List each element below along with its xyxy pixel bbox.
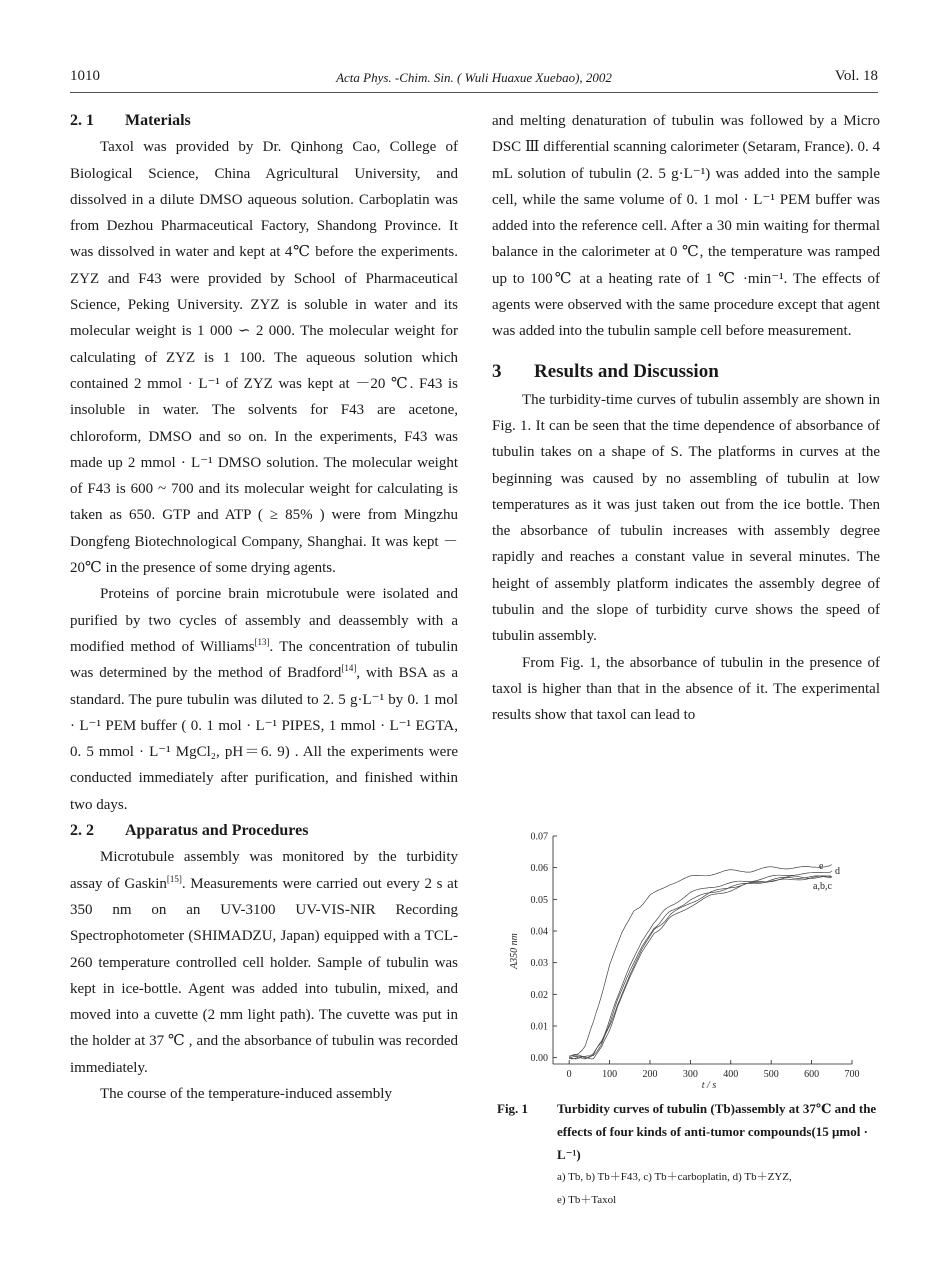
y-axis-label: A350 nm	[509, 933, 520, 969]
paragraph-dsc: and melting denaturation of tubulin was followed by a Micro DSC Ⅲ differential scanning calorimeter (Setaram, France). 0. 4 mL solution of tubulin (2. 5 g·L⁻¹) was added into the sample cell, while the same volume of 0. 1 mol · L⁻¹ PEM buffer was added into the reference cell. After a 30 min waiting for thermal balance in the calorimeter at 0 ℃, the temperature was ramped up to 100℃ at a heating rate of 1 ℃ ·min⁻¹. The effects of agents were observed with the same procedure except that agent was added into the tubulin sample cell before measurement.	[492, 113, 880, 340]
figure-caption-text: Turbidity curves of tubulin (Tb)assembly at 37℃ and the effects of four kinds of anti-tumor compounds(15 μmol · L⁻¹)	[557, 1101, 877, 1162]
paragraph-apparatus: Microtubule assembly was monitored by the turbidity assay of Gaskin[15]. Measurements were carried out every 2 s at 350 nm on an UV-3100 UV-VIS-NIR Recording Spectrophotometer (SHIMADZU, Japan) equipped with a TCL-260 temperature controlled cell holder. Sample of tubulin was kept in ice-bottle. Agent was added into tubulin, mixed, and moved into a cuvette (2 mm light path). The cuvette was put in the holder at 37 ℃ , and the absorbance of tubulin was recorded immediately.	[70, 849, 458, 1076]
y-tick-label: 0.06	[530, 863, 548, 875]
left-column	[70, 108, 458, 1107]
x-tick-label: 200	[642, 1069, 658, 1080]
series-line-c	[569, 876, 832, 1058]
figure-legend-line-2: e) Tb＋Taxol	[557, 1194, 617, 1206]
running-header	[70, 68, 878, 93]
series-line-b	[569, 876, 832, 1059]
page-number: 1010	[70, 68, 100, 84]
x-tick-label: 700	[844, 1069, 860, 1080]
citation-13: [13]	[254, 636, 270, 647]
y-tick-label: 0.03	[530, 958, 548, 970]
figure-label: Fig. 1	[497, 1101, 529, 1116]
y-tick-label: 0.07	[530, 831, 548, 843]
section-heading-2-1: 2. 1 Materials	[70, 112, 191, 129]
paragraph-turbidity: The turbidity-time curves of tubulin assembly are shown in Fig. 1. It can be seen that the time dependence of absorbance of tubulin takes on a shape of S. The platforms in curves at the beginning was caused by no assembling of tubulin at low temperatures as it was just taken out from the ice bottle. Then the absorbance of tubulin increases with assembly degree rapidly and reaches a constant value in several minutes. The height of assembly platform indicates the assembly degree of tubulin and the slope of turbidity curve shows the speed of tubulin assembly.	[492, 391, 880, 645]
series-line-a	[569, 876, 832, 1059]
x-tick-label: 0	[566, 1069, 572, 1080]
y-tick-label: 0.00	[530, 1053, 548, 1065]
y-tick-label: 0.04	[530, 926, 548, 938]
plot-frame	[549, 838, 849, 1064]
annotation-d: d	[835, 866, 840, 877]
citation-14: [14]	[341, 663, 357, 674]
section-heading-3: 3 Results and Discussion	[492, 360, 719, 382]
x-axis-label: t / s	[701, 1080, 717, 1091]
paragraph-fig1: From Fig. 1, the absorbance of tubulin in the presence of taxol is higher than that in the absence of it. The experimental results show that taxol can lead to	[492, 654, 880, 724]
volume-label: Vol. 18	[834, 68, 878, 84]
y-tick-label: 0.02	[530, 989, 548, 1001]
x-tick-label: 100	[602, 1069, 618, 1080]
turbidity-chart	[497, 826, 872, 1094]
section-heading-2-2: 2. 2 Apparatus and Procedures	[70, 822, 309, 840]
figure-legend-line-1: a) Tb, b) Tb＋F43, c) Tb＋carboplatin, d) Tb＋ZYZ,	[557, 1171, 792, 1183]
right-column	[492, 108, 880, 729]
citation-15: [15]	[166, 873, 182, 884]
annotation-e: e	[819, 861, 824, 872]
paragraph-temperature: The course of the temperature-induced assembly	[100, 1085, 392, 1102]
x-tick-label: 300	[682, 1069, 698, 1080]
x-tick-label: 500	[763, 1069, 779, 1080]
annotation-abc: a,b,c	[813, 881, 832, 892]
x-tick-label: 400	[723, 1069, 739, 1080]
y-tick-label: 0.01	[530, 1021, 548, 1033]
paragraph-proteins: Proteins of porcine brain microtubule were isolated and purified by two cycles of assembly and deassembly with a modified method of Williams[13]. The concentration of tubulin was determined by the method of Bradford[14], with BSA as a standard. The pure tubulin was diluted to 2. 5 g·L⁻¹ by 0. 1 mol · L⁻¹ PEM buffer ( 0. 1 mol · L⁻¹ PIPES, 1 mmol · L⁻¹ EGTA, 0. 5 mmol · L⁻¹ MgCl₂, pH＝6. 9) . All the experiments were conducted immediately after purification, and finished within two days.	[70, 586, 458, 813]
paragraph-materials: Taxol was provided by Dr. Qinhong Cao, College of Biological Science, China Agricultural University, and dissolved in a dilute DMSO aqueous solution. Carboplatin was from Dezhou Pharmaceutical Factory, Shandong Province. It was dissolved in water and kept at 4℃ before the experiments. ZYZ and F43 were provided by School of Pharmaceutical Science, Peking University. ZYZ is soluble in water and its molecular weight is 1 000 ∽ 2 000. The molecular weight for calculating of ZYZ is 1 100. The aqueous solution which contained 2 mmol · L⁻¹ of ZYZ was kept at －20 ℃. F43 is insoluble in water. The solvents for F43 are acetone, chloroform, DMSO and so on. In the experiments, F43 was made up 2 mmol · L⁻¹ DMSO solution. The molecular weight of F43 is 600 ~ 700 and its molecular weight for calculating is taken as 650. GTP and ATP ( ≥ 85% ) were from Mingzhu Dongfeng Biotechnological Company, Shanghai. It was kept －20℃ in the presence of some drying agents.	[70, 139, 458, 577]
y-tick-label: 0.05	[530, 894, 548, 906]
journal-title: Acta Phys. -Chim. Sin. ( Wuli Huaxue Xuebao), 2002	[336, 70, 612, 85]
x-tick-label: 600	[804, 1069, 820, 1080]
figure-caption	[497, 1097, 877, 1212]
